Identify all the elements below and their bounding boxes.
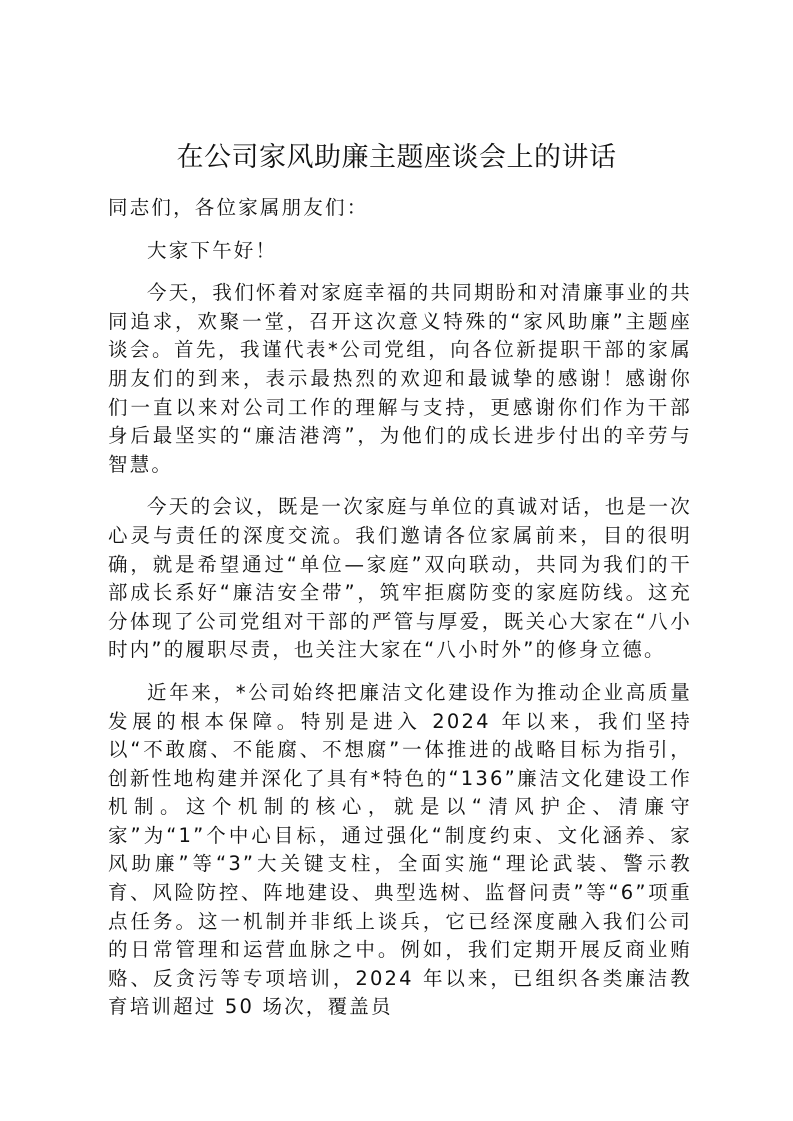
paragraph-2: 今天的会议，既是一次家庭与单位的真诚对话，也是一次心灵与责任的深度交流。我们邀请各位家属前来，目的很明确，就是希望通过“单位—家庭”双向联动，共同为我们的干部成长系好“廉洁安全带”，筑牢拒腐防变的家庭防线。这充分体现了公司党组对干部的严管与厚爱，既关心大家在“八小时内”的履职尽责，也关注大家在“八小时外”的修身立德。 [108,495,692,662]
salutation: 同志们，各位家属朋友们： [108,196,369,219]
document-body [108,194,692,1036]
document-title: 在公司家风助廉主题座谈会上的讲话 [176,142,617,173]
paragraph-1: 今天，我们怀着对家庭幸福的共同期盼和对清廉事业的共同追求，欢聚一堂，召开这次意义特殊的“家风助廉”主题座谈会。首先，我谨代表*公司党组，向各位新提职干部的家属朋友们的到来，表示最热烈的欢迎和最诚挚的感谢！感谢你们一直以来对公司工作的理解与支持，更感谢你们作为干部身后最坚实的“廉洁港湾”，为他们的成长进步付出的辛劳与智慧。 [108,281,692,476]
paragraph-3: 近年来，*公司始终把廉洁文化建设作为推动企业高质量发展的根本保障。特别是进入 2024 年以来，我们坚持以“不敢腐、不能腐、不想腐”一体推进的战略目标为指引，创新性地构建并深化了具有*特色的“136”廉洁文化建设工作机制。这个机制的核心，就是以“清风护企、清廉守家”为“1”个中心目标，通过强化“制度约束、文化涵养、家风助廉”等“3”大关键支柱，全面实施“理论武装、警示教育、风险防控、阵地建设、典型选树、监督问责”等“6”项重点任务。这一机制并非纸上谈兵，它已经深度融入我们公司的日常管理和运营血脉之中。例如，我们定期开展反商业贿赂、反贪污等专项培训，2024 年以来，已组织各类廉洁教育培训超过 50 场次，覆盖员 [108,680,692,1019]
greeting: 大家下午好！ [147,238,278,262]
